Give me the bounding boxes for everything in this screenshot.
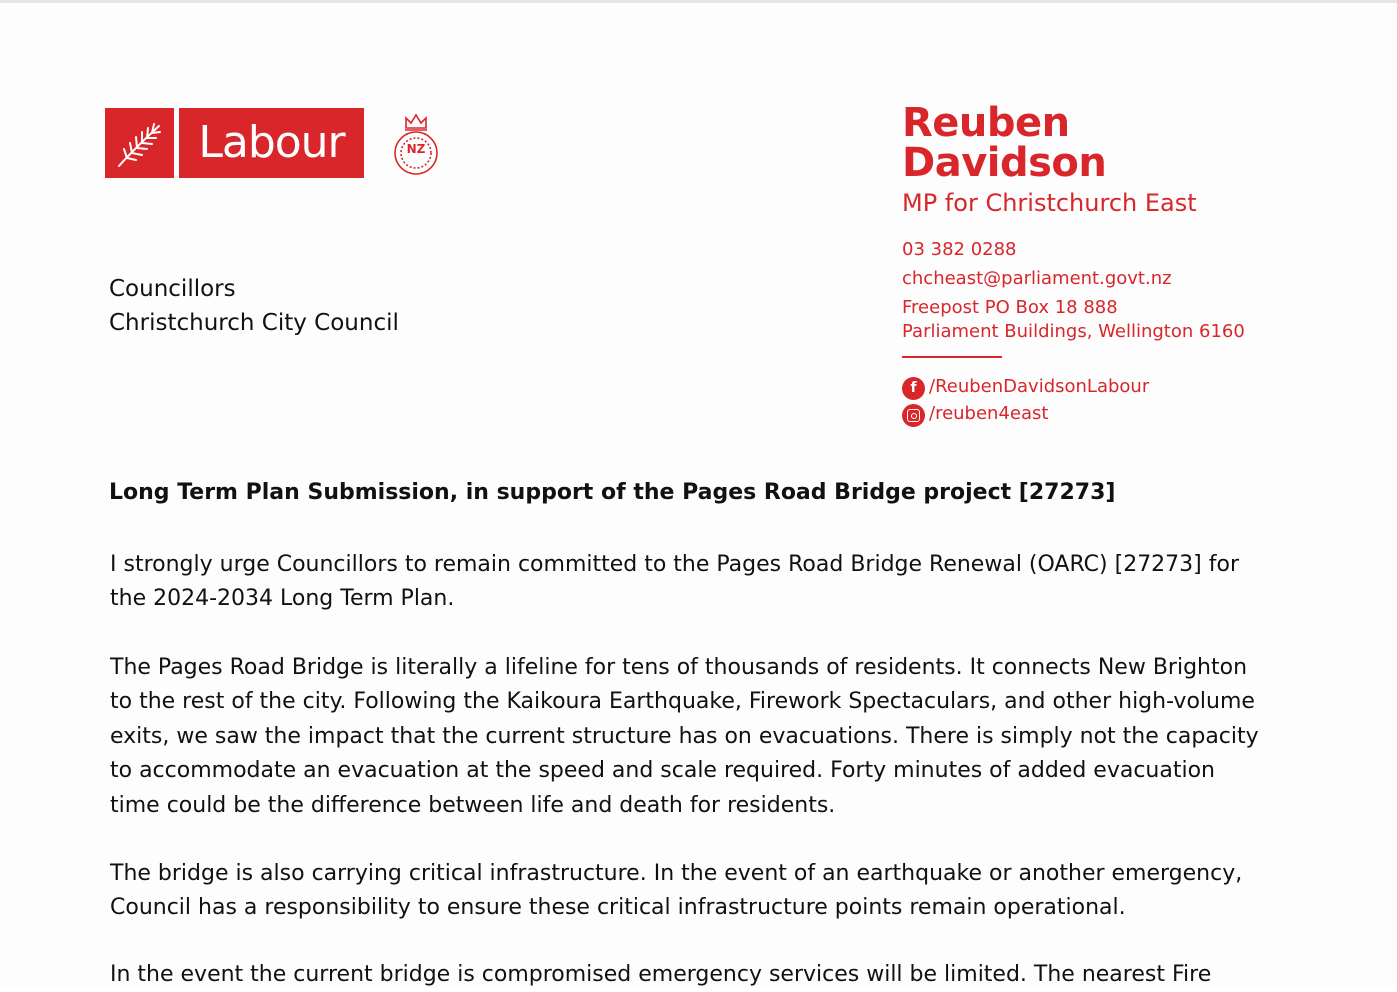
mp-first-name: Reuben (902, 100, 1070, 146)
scan-edge (0, 0, 1397, 3)
paragraph-3 (110, 857, 1242, 926)
paragraph-line: Council has a responsibility to ensure these critical infrastructure points remain operational. (110, 895, 1126, 921)
fern-icon (105, 108, 174, 178)
labour-logo: Labour (179, 108, 364, 178)
facebook-icon: f (902, 377, 925, 400)
mp-name (902, 100, 1302, 186)
instagram-handle[interactable]: /reuben4east (929, 403, 1049, 424)
paragraph-line: the 2024-2034 Long Term Plan. (110, 586, 455, 612)
paragraph-line: time could be the difference between life and death for residents. (110, 792, 836, 818)
instagram-icon (902, 404, 925, 427)
paragraph-4 (110, 958, 1211, 992)
paragraph-2 (110, 651, 1259, 823)
postal-address-line2: Parliament Buildings, Wellington 6160 (902, 321, 1245, 342)
email-address[interactable]: chcheast@parliament.govt.nz (902, 268, 1172, 289)
recipient-line2: Christchurch City Council (109, 310, 399, 336)
paragraph-line: The bridge is also carrying critical infrastructure. In the event of an earthquake or another emergency, (110, 861, 1243, 886)
letter-subject: Long Term Plan Submission, in support of the Pages Road Bridge project [27273] (109, 480, 1116, 505)
paragraph-line: I strongly urge Councillors to remain committed to the Pages Road Bridge Renewal (OARC) [27273] for (110, 552, 1240, 577)
mp-title: MP for Christchurch East (902, 189, 1197, 217)
paragraph-1 (110, 548, 1239, 617)
seal-nz-text: NZ (406, 142, 426, 156)
paragraph-line: to accommodate an evacuation at the speed and scale required. Forty minutes of added evacuation (110, 758, 1215, 784)
paragraph-line: In the event the current bridge is compromised emergency services will be limited. The nearest Fire (110, 962, 1212, 987)
facebook-handle[interactable]: /ReubenDavidsonLabour (929, 376, 1150, 397)
paragraph-line: exits, we saw the impact that the current structure has on evacuations. There is simply not the capacity (110, 723, 1259, 749)
house-of-representatives-seal (390, 106, 442, 180)
paragraph-line: to the rest of the city. Following the Kaikoura Earthquake, Firework Spectaculars, and other high-volume (110, 689, 1255, 715)
paragraph-line: The Pages Road Bridge is literally a lifeline for tens of thousands of residents. It connects New Brighton (110, 655, 1248, 680)
contact-divider (902, 356, 1002, 358)
mp-last-name: Davidson (902, 140, 1107, 186)
phone-number: 03 382 0288 (902, 239, 1017, 260)
postal-address-line1: Freepost PO Box 18 888 (902, 297, 1118, 318)
recipient-line1: Councillors (109, 276, 236, 302)
